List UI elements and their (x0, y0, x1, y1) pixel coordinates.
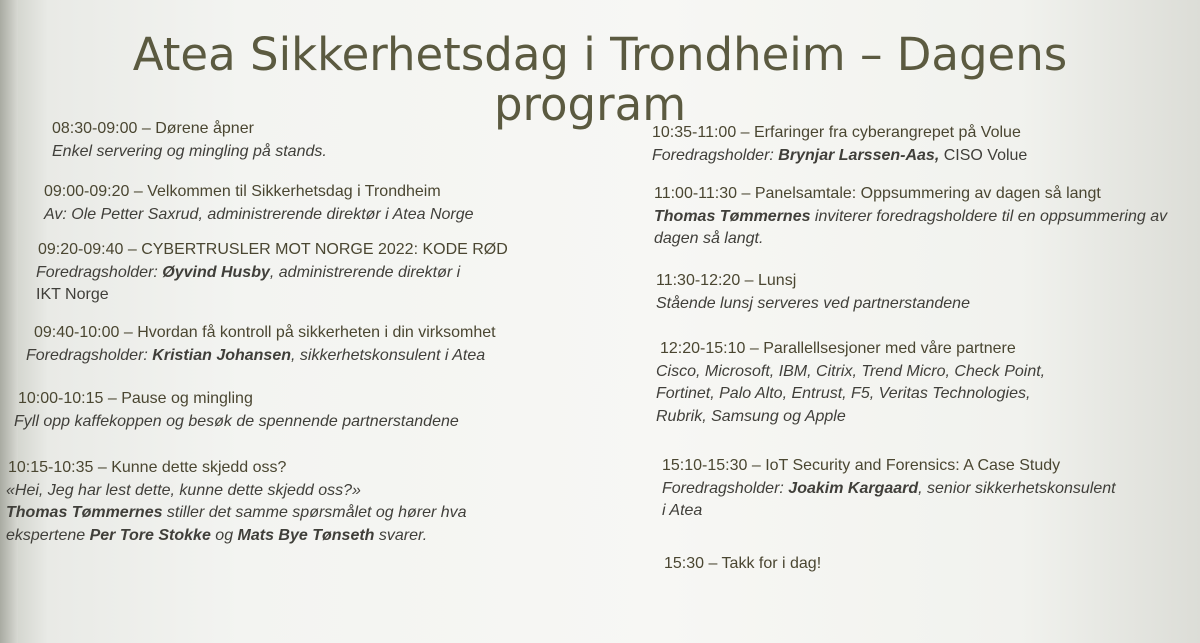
speaker-label: Foredragsholder: (662, 479, 784, 497)
conjunction: og (210, 526, 238, 544)
agenda-item-1530 (664, 553, 821, 576)
agenda-item-0900 (44, 181, 474, 226)
speaker-role: , sikkerhetskonsulent i Atea (291, 346, 486, 364)
agenda-item-time-title: 11:00-11:30 – Panelsamtale: Oppsummering av dagen så langt (654, 185, 1101, 202)
panel-text: inviterer foredragsholdere til en oppsummering av (810, 207, 1168, 225)
speaker-name: Joakim Kargaard (788, 479, 919, 497)
agenda-item-time-title: 10:35-11:00 – Erfaringer fra cyberangrepet på Volue (652, 124, 1021, 141)
speaker-role-cont: i Atea (662, 502, 703, 519)
agenda-item-time-title: 09:40-10:00 – Hvordan få kontroll på sikkerheten i din virksomhet (34, 324, 496, 341)
agenda-item-time-title: 11:30-12:20 – Lunsj (656, 272, 797, 289)
agenda-item-1035 (652, 122, 1027, 167)
agenda-item-1015 (6, 457, 467, 547)
agenda-item-1220 (656, 338, 1045, 428)
experts-label: ekspertene (6, 526, 90, 544)
agenda-item-description: Stående lunsj serveres ved partnerstandene (656, 294, 970, 312)
speaker-label: Foredragsholder: (36, 263, 158, 281)
speaker-role: , senior sikkerhetskonsulent (918, 479, 1116, 497)
speaker-label: Foredragsholder: (26, 346, 148, 364)
partners-line-1: Cisco, Microsoft, IBM, Citrix, Trend Micro, Check Point, (656, 362, 1046, 380)
expert-name-2: Mats Bye Tønseth (237, 526, 375, 544)
partners-line-3: Rubrik, Samsung og Apple (656, 407, 846, 425)
agenda-item-1130 (656, 270, 970, 315)
agenda-item-time-title: 09:00-09:20 – Velkommen til Sikkerhetsdag i Trondheim (44, 183, 441, 200)
speaker-name: Brynjar Larssen-Aas, (778, 146, 940, 164)
moderator-name: Thomas Tømmernes (654, 207, 811, 225)
agenda-item-1100 (654, 183, 1167, 251)
agenda-item-time-title: 10:15-10:35 – Kunne dette skjedd oss? (8, 459, 287, 476)
agenda-item-1000 (14, 388, 459, 433)
agenda-item-description: Fyll opp kaffekoppen og besøk de spennende partnerstandene (14, 412, 459, 430)
agenda-item-0940 (26, 322, 496, 367)
title-line-2: program (493, 78, 687, 131)
agenda-item-description: Enkel servering og mingling på stands. (52, 142, 327, 160)
agenda-item-time-title: 08:30-09:00 – Dørene åpner (52, 120, 254, 137)
speaker-name: Øyvind Husby (162, 263, 270, 281)
agenda-item-description: Av: Ole Petter Saxrud, administrerende direktør i Atea Norge (44, 205, 474, 223)
agenda-item-0920 (36, 239, 508, 307)
agenda-item-0830 (52, 118, 327, 163)
agenda-item-time-title: 15:10-15:30 – IoT Security and Forensics: A Case Study (662, 457, 1061, 474)
moderator-text: stiller det samme spørsmålet og hører hva (162, 504, 467, 521)
agenda-item-1510 (662, 455, 1116, 523)
experts-text: svarer. (374, 526, 428, 544)
speaker-name: Kristian Johansen (152, 346, 291, 364)
partners-line-2: Fortinet, Palo Alto, Entrust, F5, Veritas Technologies, (656, 385, 1031, 402)
agenda-item-time-title: 15:30 – Takk for i dag! (664, 555, 822, 572)
agenda-item-quote: «Hei, Jeg har lest dette, kunne dette skjedd oss?» (6, 481, 361, 499)
speaker-role: , administrerende direktør i (269, 263, 461, 281)
agenda-item-time-title: 12:20-15:10 – Parallellsesjoner med våre partnere (660, 340, 1016, 357)
moderator-name: Thomas Tømmernes (6, 504, 163, 521)
speaker-label: Foredragsholder: (652, 146, 774, 164)
agenda-item-time-title: 09:20-09:40 – CYBERTRUSLER MOT NORGE 2022: KODE RØD (38, 241, 508, 258)
panel-text-cont: dagen så langt. (654, 230, 764, 247)
speaker-role: CISO Volue (939, 146, 1028, 164)
speaker-role-cont: IKT Norge (36, 286, 109, 303)
slide-title (60, 30, 1140, 130)
agenda-item-time-title: 10:00-10:15 – Pause og mingling (18, 390, 253, 407)
title-line-1: Atea Sikkerhetsdag i Trondheim – Dagens (132, 28, 1068, 81)
expert-name-1: Per Tore Stokke (89, 526, 211, 544)
